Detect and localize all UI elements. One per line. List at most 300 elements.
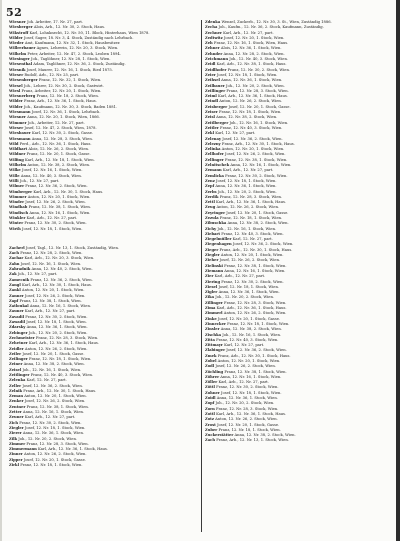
entry-details: Karl, Arb., 12. Nr. 27, part. (218, 380, 269, 385)
entry-details: Franz, Arb., 12. Nr. 30, 1. Stock, Haus. (23, 388, 97, 393)
entry-name: Wirth (9, 226, 21, 231)
entry-name: Zeug (205, 205, 216, 210)
entry-details: Josef, 12. Nr. 20, 1. Stock, Gasse. (217, 316, 281, 321)
entry-name: Zauner (9, 309, 24, 314)
entry-name: Zodl (205, 364, 215, 369)
entry-name: Zeindl (205, 99, 219, 104)
entry-name: Zerbs (205, 189, 217, 194)
entry-details: Joh., 12. Nr. 27, part. (17, 272, 58, 277)
scan-right-edge (396, 0, 400, 541)
entry-name: Wiesnik (9, 67, 26, 72)
entry-details: Franz, 12. Nr. 38, 1. Stock, Wien. (224, 263, 287, 268)
entry-details: Anna, 12. Nr. 38, 2. Stock, Wien. (220, 327, 282, 332)
entry-name: Zillinger (205, 300, 223, 305)
entry-name: Zeichmann (205, 57, 229, 62)
entry-name: Wimberger (9, 189, 33, 194)
entry-details: Anna, 12. Nr. 16, 1. Stock, Wien. (224, 268, 286, 273)
entry-details: Franz, 12. Nr. 28, 3. Stock, Wien. (219, 194, 283, 199)
section-gap (9, 232, 195, 246)
entry-details: Anton, 12. Nr. 20, 1. Stock, Wien. (24, 394, 87, 399)
entry-name: Wimmer (9, 194, 27, 199)
entry-name: Wiesner (9, 20, 26, 24)
entry-name: Zinke (205, 316, 217, 321)
entry-details: Karl, Arb., 12. Nr. 27, part. (24, 415, 76, 420)
entry-name: Willi (9, 178, 19, 183)
entry-details: Anton, 12. Nr. 26, 2. Stock, Wien. (223, 311, 287, 316)
entry-details: Franz, 12. Nr. 38, 1. Stock, Wien. (224, 157, 288, 162)
entry-details: Josef, 12. Nr. 18, 1. Stock, Wien. (218, 284, 279, 289)
entry-details: Karl, Arb., 12. Nr. 30, 1. Stock, Haus. (33, 189, 104, 194)
entry-details: Josef, Sager, 18. Nr. 3, 4. Stock, Zuständig nach Lehrbach. (23, 35, 134, 40)
entry-name: Zika (205, 295, 215, 300)
entry-details: Josef, 12. Nr. 16, 1. Stock, Wien. (20, 261, 82, 266)
entry-details: Josef, Tagl., 12. Nr. 13, 1. Stock, Zuständig, Wien. (25, 245, 119, 250)
entry-name: Zahradnik (9, 267, 31, 272)
entry-name: Wiesmann (9, 136, 31, 141)
entry-details: Josef, 12. Nr. 36, 2. Stock, Wien. (222, 136, 283, 141)
entry-name: Zlabinger (205, 348, 226, 353)
entry-details: Josef, 12. Nr. 18, 1. Stock, Wien. (221, 390, 282, 395)
entry-details: Karl, Arb., 12. Nr. 38, 1. Stock, Haus. (216, 62, 287, 67)
entry-details: Franz, 12. Nr. 38, 1. Stock, Wien. (224, 369, 287, 374)
entry-name: Zier (205, 274, 214, 279)
entry-details: Ferd., Arb., 12. Nr. 36, 1. Stock, Haus. (19, 141, 92, 146)
entry-name: Zibuschka (205, 221, 227, 226)
entry-name: Zeiner (9, 362, 23, 367)
entry-name: Zelnik (9, 388, 23, 393)
entry-name: Zemlicka (205, 173, 224, 178)
entry-details: Franz, 12. Nr. 18, 1. Stock, Wien. (218, 427, 281, 432)
entry-details: Franz, 12. Nr. 36, 2. Stock, Wien. (25, 184, 88, 189)
entry-details: Karl, 12. Nr. 27, part. (26, 378, 67, 383)
entry-name: Zeller (9, 383, 22, 388)
entry-details: Karl, 12. Nr. 30, 2. Stock, Gasse. (32, 131, 94, 136)
entry-details: Josef, 12. Nr. 20, 1. Stock, Gasse. (228, 104, 291, 109)
entry-details: Karl, Arb., 12. Nr. 27, part. (214, 274, 266, 279)
entry-name: Ziesel (205, 284, 218, 289)
left-entry-list-upper (9, 20, 195, 232)
directory-entry (9, 463, 195, 468)
entry-details: Joh., 12. Nr. 20, 2. Stock, Wien. (215, 401, 275, 406)
entry-details: Franz, Arb., 12. Nr. 30, 1. Stock, Haus. (221, 141, 295, 146)
entry-name: Wilfing (9, 157, 24, 162)
entry-details: Josef, 12. Nr. 26, 2. Stock, Wien. (225, 152, 286, 157)
entry-name: Zdenka (205, 20, 221, 24)
entry-name: Wiesel (9, 83, 23, 88)
entry-name: Zamecnik (9, 277, 30, 282)
entry-name: Zelnitschek (205, 163, 230, 168)
entry-details: Karl, Arb., 12. Nr. 36, 1. Stock, Haus. (38, 447, 108, 452)
entry-name: Zelinka (205, 147, 221, 152)
entry-details: Josef, 12. Nr. 36, 2. Stock, Wien. (226, 348, 287, 353)
entry-name: Zeh (205, 41, 213, 46)
entry-details: Joh., 12. Nr. 16, 1. Stock, Wien. (22, 367, 82, 372)
entry-name: Zepf (205, 184, 215, 189)
entry-name: Wilmer (9, 184, 25, 189)
entry-name: Zecha (205, 25, 218, 30)
entry-details: Anna, 12. Nr. 16, 1. Stock, Wien. (22, 410, 85, 415)
entry-name: Zeillinger (205, 88, 226, 93)
entry-name: Zotz (205, 417, 214, 422)
entry-details: Joh. Arbeiter, 17. Nr. 27, part. (27, 20, 83, 24)
entry-name: Zelenay (205, 136, 221, 141)
entry-details: Joh., Kaufm., 12. Nr. 36, 2. Stock, Kaufmann, Zuständig. (218, 25, 324, 30)
entry-details: Joh., 12. Nr. 16, 1. Stock, Wien. (222, 332, 282, 337)
entry-name: Zichy (205, 226, 217, 231)
entry-details: Joh., Arbeiter, 12. Nr. 27, part. (27, 120, 85, 125)
entry-name: Zacherl (9, 245, 25, 250)
entry-name: Zimmermann (9, 447, 37, 452)
entry-details: Anna, 12. Nr. 40, 2. Stock, Wien. (31, 267, 93, 272)
entry-details: Joh., 12. Nr. 20, 2. Stock, Wien. (225, 83, 285, 88)
entry-details: Franz, 12. Nr. 30, 2. Stock, Wien. (227, 67, 291, 72)
entry-details: Josef, 12. Nr. 20, 1. Stock, Gasse. (23, 457, 86, 462)
entry-details: Franz, 12. Nr. 30, 2. Stock, Wien. (25, 314, 88, 319)
entry-name: Willrerbauer (9, 46, 36, 51)
entry-name: Zeilbauer (205, 83, 225, 88)
entry-name: Zischka (205, 332, 222, 337)
entry-details: Josef, 12. Nr. 26, 2. Stock, Wien. (25, 200, 86, 205)
entry-details: Franz, 12. Nr. 28, 2. Stock, Wien. (20, 251, 83, 256)
entry-name: Zinner (9, 452, 23, 457)
entry-details: Karl, Arb., 12. Nr. 20, 3. Stock, Wien. (24, 256, 95, 261)
entry-name: Zeiser (205, 110, 218, 115)
entry-name: Zinsler (205, 327, 220, 332)
entry-name: Ziegler (9, 425, 24, 430)
entry-details: Franz, 12. Nr. 30, 2. Stock, Wien. (225, 173, 288, 178)
entry-details: Anton, 12. Nr. 26, 2. Stock, Wien. (215, 417, 278, 422)
entry-details: Joh., 12. Nr. 20, 2. Stock, Wien. (18, 436, 78, 441)
entry-details: Franz, Arbeiter, 12. Nr. 20, 1. Stock, Wien. (21, 88, 102, 93)
entry-name: Zellhofer (205, 152, 224, 157)
entry-details: Karl, Arb., 12. Nr. 36, 1. Stock, Haus. (28, 341, 99, 346)
entry-name: Zatloukal (9, 304, 29, 309)
entry-details: Alois, Arb., 12. Nr. 30, 2. Stock, Haus. (33, 25, 106, 30)
entry-details: Joh., 12. Nr. 27, part. (19, 178, 60, 183)
column-divider (201, 20, 202, 532)
entry-details: Franz, 12. Nr. 40, 3. Stock, Wien. (221, 231, 284, 236)
right-entry-list (205, 20, 391, 444)
left-column (9, 20, 195, 468)
entry-name: Zeitlberger (205, 120, 229, 125)
entry-name: Zohner (205, 390, 220, 395)
entry-details: Franz, 12. Nr. 18, 2. Stock, Wien. (36, 94, 99, 99)
entry-details: Franz, 12. Nr. 18, 1. Stock, Wien. (20, 463, 83, 468)
entry-details: Anna, 12. Nr. 16, 1. Stock, Wien. (29, 304, 92, 309)
entry-name: Zeyringer (205, 210, 226, 215)
entry-name: Wiesbauer (9, 131, 31, 136)
entry-details: Amt, Kaufmann, 12. Nr. 32, 1. Stock, Hausbesitzer. (24, 41, 121, 46)
entry-details: Karl, Arb., 12. Nr. 36, 1. Stock, Haus. (216, 200, 287, 205)
entry-name: Wiesner (9, 115, 26, 120)
entry-details: Alois, 12. Nr. 26, 2. Stock, Wien. (28, 147, 90, 152)
entry-details: Anton, 12. Nr. 20, 1. Stock, Wien. (21, 288, 85, 293)
entry-details: Josef, 12. Nr. 36, 1. Stock, Lehrbach. (31, 110, 101, 115)
entry-details: Karl, Arb., 12. Nr. 27, part. (222, 168, 274, 173)
entry-name: Zenz (205, 178, 215, 183)
entry-name: Wiesmann (9, 110, 31, 115)
entry-name: Wildner (9, 152, 26, 157)
entry-name: Zeidl (205, 62, 216, 67)
entry-name: Zigler (205, 290, 218, 295)
entry-name: Zenker (9, 399, 24, 404)
entry-name: Zeidler (9, 346, 24, 351)
entry-details: Karl, Arb., 12. Nr. 30, 1. Stock, Haus. (21, 282, 92, 287)
entry-name: Zehetner (9, 341, 28, 346)
entry-name: Ziegelmüller (205, 237, 232, 242)
entry-details: Franz, Arb., 12. Nr. 30, 1. Stock, Haus. (219, 247, 293, 252)
entry-name: Zeitler (205, 125, 219, 130)
entry-details: Josef, 12. Nr. 47, 2. Stock, Wien, 1878. (24, 125, 97, 130)
entry-name: Zieher (205, 258, 219, 263)
entry-name: Zeisberger (205, 104, 228, 109)
entry-name: Wild (9, 141, 19, 146)
entry-name: Zach (9, 251, 20, 256)
entry-details: Josef, 12. Nr. 26, 2. Stock, Wien. (24, 399, 86, 404)
entry-name: Zottl (205, 411, 215, 416)
entry-details: Franz, 12. Nr. 28, 3. Stock, Wien. (226, 88, 289, 93)
entry-details: Anton, 12. Nr. 20, 1. Stock, Wien. (217, 359, 281, 363)
entry-details: Franz, 12. Nr. 16, 1. Stock, Wien, Haus. (213, 41, 289, 46)
entry-name: Zieger (205, 247, 219, 252)
entry-details: Joh., 12. Nr. 16, 1. Stock, Wien. (229, 120, 289, 125)
entry-name: Zierer (9, 431, 22, 436)
entry-details: Josef, 12. Nr. 36, 2. Stock, Wien. (232, 242, 294, 247)
entry-name: Zapf (9, 298, 19, 303)
entry-name: Wiesenthal (9, 62, 33, 67)
entry-name: Wieder (9, 41, 24, 46)
entry-name: Zechner (205, 30, 222, 35)
entry-details: Karl, Arb., 12. Nr. 36, 1. Stock, Haus. (216, 306, 287, 311)
entry-details: Anton, 12. Nr. 26, 2. Stock, Wien. (219, 99, 282, 104)
entry-details: Franz, 12. Nr. 36, 2. Stock, Wien. (30, 277, 93, 282)
entry-name: Zeman (9, 394, 24, 399)
entry-details: Franz, 12. Nr. 28, 3. Stock, Wien. (35, 335, 99, 340)
entry-details: Karl, Arb., 12. Nr. 36, 1. Stock, Haus. (217, 94, 288, 99)
entry-details: Anna, 12. Nr. 36, 1. Stock, Wien. (22, 431, 85, 436)
entry-details: Joh., 12. Nr. 20, 2. Stock, Wien. (28, 330, 88, 335)
entry-details: Franz, 12. Nr. 38, 1. Stock, Wien. (26, 404, 89, 409)
entry-details: Josef, 12. Nr. 20, 1. Stock, Gasse. (217, 422, 280, 427)
entry-details: Anna, 12. Nr. 20, 1. Stock, Wien, 1866. (27, 115, 100, 120)
entry-details: Josef, 12. Nr. 20, 1. Stock, Gasse. (22, 351, 85, 356)
entry-details: Karl, Arb., 12. Nr. 36, 1. Stock, Haus. (216, 411, 287, 416)
entry-details: Franz, 12. Nr. 40, 3. Stock, Wien. (220, 125, 283, 130)
entry-details: Joh., Taglöhner, 12. Nr. 28, 1. Stock, Wien. (31, 57, 111, 62)
entry-details: Franz, 12. Nr. 28, 3. Stock, Wien. (224, 300, 287, 305)
entry-name: Zrost (205, 422, 216, 427)
entry-name: Winter (9, 221, 24, 226)
entry-name: Zöchling (205, 369, 224, 374)
entry-name: Wille (9, 173, 20, 178)
entry-name: Zimmerl (205, 311, 223, 316)
entry-details: Franz, Arb., 12. Nr. 30, 1. Stock, Haus. (217, 353, 291, 358)
entry-name: Zöhrer (205, 374, 220, 379)
entry-details: Karl, Arb., 12. Nr. 18, 1. Stock, Wien. (25, 157, 95, 162)
entry-details: Franz, 12. Nr. 40, 3. Stock, Wien. (216, 337, 279, 342)
entry-name: Zak (9, 272, 17, 277)
entry-details: Josef, 12. Nr. 26, 2. Stock, Wien. (24, 293, 86, 298)
entry-name: Zerdik (205, 194, 219, 199)
entry-details: Anna, 12. Nr. 36, 1. Stock, Wien. (216, 396, 278, 401)
entry-details: Franz, 12. Nr. 18, 1. Stock, Wien. (227, 321, 290, 326)
entry-name: Wilke (9, 168, 21, 173)
right-column (205, 20, 391, 444)
entry-name: Zeitlinger (9, 373, 30, 377)
entry-details: Anton, 12. Nr. 20, 1. Stock, Wien. (221, 147, 285, 152)
entry-name: Zeiml (205, 94, 217, 99)
entry-name: Zoidl (205, 396, 216, 401)
entry-details: Karl, Arb., 12. Nr. 27, part. (223, 30, 274, 35)
entry-name: Winkler (9, 215, 26, 220)
entry-details: Anna, 12. Nr. 38, 2. Stock, Wien. (227, 221, 289, 226)
left-entry-list-lower (9, 246, 195, 468)
entry-details: Anna, 12. Nr. 38, 2. Stock, Wien. (216, 115, 278, 120)
entry-name: Zuckerstätter (205, 433, 234, 438)
entry-name: Zachar (9, 256, 24, 261)
entry-details: Anna, 12. Nr. 16, 1. Stock, Wien. (29, 210, 91, 215)
entry-name: Zeier (205, 72, 216, 77)
entry-details: Anna, 12. Nr. 28, 3. Stock, Wien. (31, 136, 93, 141)
entry-name: Ziegenhagen (205, 242, 232, 247)
entry-name: Zetter (9, 410, 22, 415)
entry-name: Wilhelm (9, 51, 27, 56)
scan-left-edge (0, 0, 2, 541)
entry-name: Zobel (205, 359, 217, 363)
entry-details: Wenzel, Zuckerb., 12. Nr. 30, 3. St., Wien, Zuständig 1886. (221, 20, 332, 24)
entry-name: Wilder (9, 104, 23, 109)
entry-details: Josef, 12. Nr. 36, 2. Stock, Wien. (22, 383, 83, 388)
entry-details: Josef, 12. Nr. 20, 1. Stock, Wien. (223, 35, 285, 40)
entry-name: Zavadil (9, 314, 24, 319)
entry-name: Wikstroff (9, 30, 29, 35)
entry-name: Wimmer (9, 120, 27, 125)
entry-name: Wildhart (9, 147, 28, 152)
entry-details: Karl, Arb., 12. Nr. 27, part. (26, 215, 78, 220)
entry-details: Franz, 12. Nr. 28, 3. Stock, Wien. (215, 406, 279, 411)
entry-name: Zelenka (9, 378, 26, 383)
entry-name: Zinnecker (205, 321, 226, 326)
entry-name: Zebinger (9, 330, 28, 335)
entry-details: Joh., 12. Nr. 40, 3. Stock, Wien. (229, 57, 289, 62)
entry-name: Zettl (205, 200, 215, 205)
entry-name: Zmek (205, 353, 217, 358)
entry-name: Zankl (9, 288, 21, 293)
entry-name: Zorn (205, 406, 215, 411)
entry-details: Josef, 12. Nr. 26, 2. Stock, Wien. (215, 364, 276, 369)
entry-details: Karl, 12. Nr. 27, part. (215, 131, 256, 136)
entry-name: Zanner (9, 293, 24, 298)
entry-name: Zeisl (205, 115, 215, 120)
entry-details: Josef, 12. Nr. 16, 1. Stock, Wien. (21, 168, 83, 173)
entry-details: Karl, Arb., 12. Nr. 27, part. (24, 309, 76, 314)
entry-details: Joh., 12. Nr. 20, 2. Stock, Wien. (215, 295, 275, 300)
entry-details: Alois, 12. Nr. 36, 1. Stock, Wien. (220, 46, 282, 51)
entry-details: Anton, 12. Nr. 26, 2. Stock, Wien. (216, 205, 280, 210)
entry-name: Wiesberger (9, 25, 33, 30)
entry-name: Zeiler (9, 351, 22, 356)
entry-name: Wieser (9, 72, 24, 77)
entry-name: Wiesnerberg (9, 94, 36, 99)
entry-details: Anton, 12. Nr. 26, 2. Stock, Wien. (24, 346, 88, 351)
entry-name: Zittmayr (205, 343, 223, 348)
entry-details: Franz, 12. Nr. 20, 1. Stock, Gasse. (26, 152, 91, 157)
entry-name: Zipper (9, 457, 23, 462)
entry-details: Franz, 12. Nr. 18, 1. Stock, Wien. (219, 215, 283, 220)
entry-details: Franz, 12. Nr. 32, 1. Stock, Wien. (38, 78, 102, 83)
entry-details: Josef, 12. Nr. 20, 1. Stock, Gasse. (226, 210, 289, 215)
entry-details: Franz, 12. Nr. 18, 1. Stock, Wien. (28, 357, 92, 362)
entry-name: Zehnder (205, 51, 223, 56)
entry-details: Anna, 12. Nr. 40, 3. Stock, Wien. (20, 173, 82, 178)
entry-details: Franz, 12. Nr. 30, 2. Stock, Wien. (216, 385, 279, 390)
entry-name: Wilder (9, 35, 23, 40)
entry-name: Windhab (9, 205, 28, 210)
entry-details: Karl, 12. Nr. 27, part. (224, 343, 265, 348)
entry-details: Franz, Arb., 12. Nr. 13, 1. Stock, Wien. (216, 438, 289, 443)
entry-details: Joh., Lehrer, 12. Nr. 30, 2. Stock, Gastwirt. (23, 83, 104, 88)
entry-details: Josef, 12. Nr. 18, 1. Stock, Wien. (22, 226, 83, 231)
entry-name: Zeisel (9, 367, 22, 372)
entry-details: Joh., Kaufmann, 12. Nr. 30, 3. Stock, Baden 1881. (23, 104, 118, 109)
entry-details: Anna, 12. Nr. 16, 1. Stock, Wien. (230, 163, 292, 168)
entry-name: Zich (9, 420, 19, 425)
entry-name: Zöttl (205, 385, 215, 390)
entry-name: Wilhelm (9, 163, 27, 168)
entry-details: Franz, 12. Nr. 30, 2. Stock, Wien. (221, 279, 284, 284)
entry-details: Josef, 12. Nr. 18, 1. Stock, Wien. (216, 178, 277, 183)
entry-details: Franz, 12. Nr. 28, 3. Stock, Wien. (26, 441, 89, 446)
entry-name: Ziering (205, 279, 221, 284)
entry-details: Franz, Arb., 12. Nr. 36, 1. Stock, Haus. (23, 99, 97, 104)
entry-name: Zeidlhofer (205, 67, 227, 72)
entry-name: Zelezny (205, 141, 221, 146)
entry-details: Anna, 12. Nr. 38, 2. Stock, Wien. (23, 362, 85, 367)
entry-details: Anton, 12. Nr. 38, 2. Stock, Wien. (27, 163, 91, 168)
entry-details: Josef, 12. Nr. 18, 1. Stock, Wien. (24, 425, 86, 430)
entry-name: Zellinger (205, 157, 224, 162)
entry-details: Anna, 12. Nr. 36, 1. Stock, Wien. (215, 184, 277, 189)
entry-name: Wilder (9, 99, 23, 104)
entry-details: Adam, Taglöhner, 12. Nr. 36, 2. Stock, Zuständig. (33, 62, 126, 67)
entry-details: Franz, 12. Nr. 18, 1. Stock, Wien. (219, 110, 282, 115)
entry-name: Zahn (9, 261, 20, 266)
entry-name: Zilk (9, 436, 18, 441)
page-number: 52 (6, 6, 23, 19)
entry-details: Anna, 12. Nr. 16, 1. Stock, Wien. (220, 374, 282, 379)
entry-details: Franz, 12. Nr. 40, 3. Stock, Wien. (30, 373, 94, 377)
entry-details: Rudolf, Arb., 12. Nr. 25, part. (24, 72, 80, 77)
entry-name: Zeilinger (9, 357, 28, 362)
entry-details: Anna, 12. Nr. 36, 1. Stock, Wien. (26, 325, 88, 330)
entry-name: Zekl (205, 131, 214, 136)
entry-name: Wiesinger (9, 57, 30, 62)
entry-name: Zöller (205, 380, 218, 385)
entry-details: Anna, 12. Nr. 38, 2. Stock, Wien. (234, 433, 296, 438)
entry-name: Zopf (205, 401, 215, 406)
entry-name: Zedtwitz (205, 35, 223, 40)
entry-details: Agnes, Lehrerin, 12. Nr. 20, 3. Stock, Wien. (36, 46, 119, 51)
entry-name: Zirkl (9, 463, 19, 468)
entry-name: Wiesl (9, 88, 21, 93)
entry-name: Winder (9, 200, 25, 205)
entry-details: Anna, 12. Nr. 28, 2. Stock, Wien. (223, 51, 285, 56)
entry-name: Wieser (9, 125, 24, 130)
entry-details: Anna, 12. Nr. 36, 1. Stock, Wien. (221, 78, 283, 83)
entry-details: Anna, 12. Nr. 36, 1. Stock, Wien. (218, 290, 280, 295)
entry-name: Zehner (205, 46, 220, 51)
entry-name: Windisch (9, 210, 29, 215)
